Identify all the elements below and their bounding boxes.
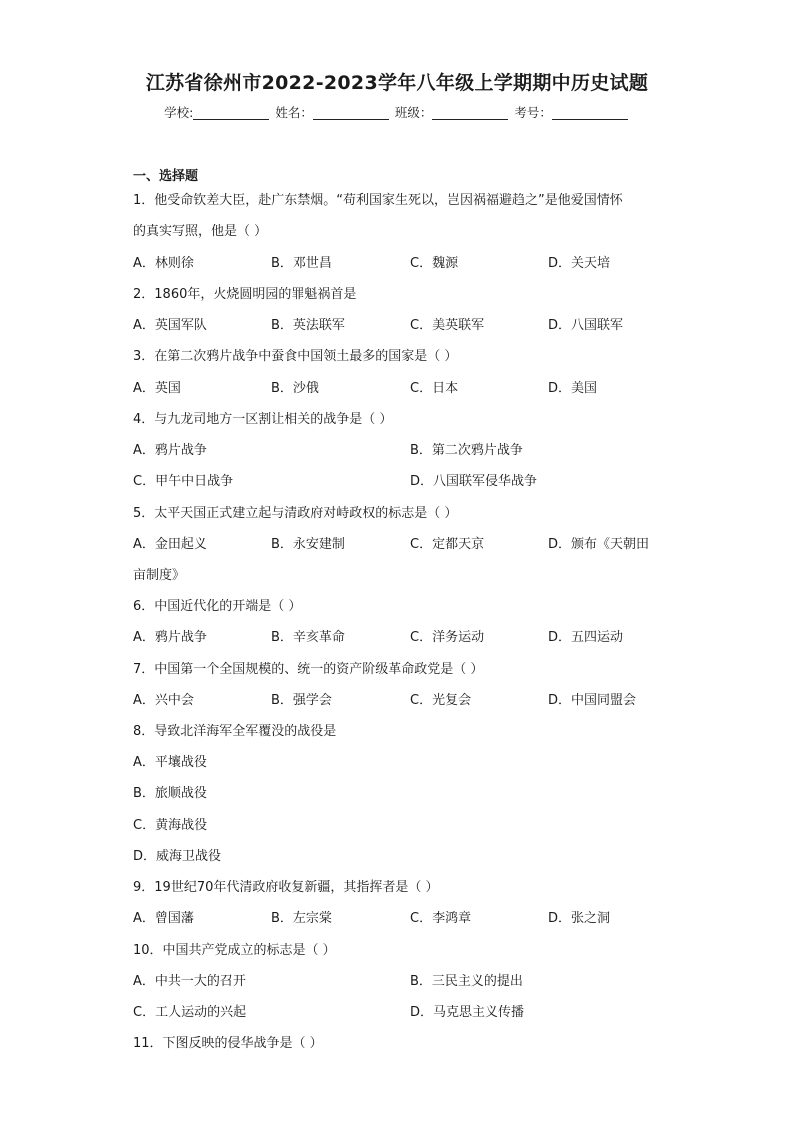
question-8-option-c: C．黄海战役 [133,818,208,833]
question-1-stem-line1: 1．他受命钦差大臣，赴广东禁烟。“苟利国家生死以，岂因祸福避趋之”是他爱国情怀 [133,193,623,208]
page-title: 江苏省徐州市2022-2023学年八年级上学期期中历史试题 [145,72,649,94]
number-blank[interactable] [552,106,628,120]
school-blank[interactable] [193,106,269,120]
question-3-stem: 3．在第二次鸦片战争中蚕食中国领土最多的国家是（ ） [133,349,458,364]
question-4-option-c: C．甲午中日战争 [133,474,234,489]
class-blank[interactable] [432,106,508,120]
question-5-option-b: B．永安建制 [271,537,345,552]
name-blank[interactable] [313,106,389,120]
school-label: 学校: [164,105,194,120]
question-2-option-d: D．八国联军 [548,318,624,333]
question-5-stem: 5．太平天国正式建立起与清政府对峙政权的标志是（ ） [133,506,458,521]
question-9-stem: 9．19世纪70年代清政府收复新疆，其指挥者是（ ） [133,880,439,895]
question-2-option-a: A．英国军队 [133,318,207,333]
question-6-option-b: B．辛亥革命 [271,630,345,645]
question-1-option-a: A．林则徐 [133,256,194,271]
student-info-line [0,103,794,121]
question-7-option-a: A．兴中会 [133,693,194,708]
question-8-option-a: A．平壤战役 [133,755,207,770]
question-3-option-c: C．日本 [410,381,459,396]
class-label: 班级： [394,105,433,120]
question-1-stem-line2: 的真实写照，他是（ ） [133,224,268,239]
question-3-option-d: D．美国 [548,381,598,396]
question-8-option-d: D．威海卫战役 [133,849,222,864]
question-9-option-b: B．左宗棠 [271,911,332,926]
question-4-stem: 4．与九龙司地方一区割让相关的战争是（ ） [133,412,393,427]
section-heading: 一、选择题 [133,169,199,184]
question-2-stem: 2．1860年，火烧圆明园的罪魁祸首是 [133,287,357,302]
question-2-option-c: C．美英联军 [410,318,485,333]
question-3-option-b: B．沙俄 [271,381,319,396]
question-6-option-c: C．洋务运动 [410,630,485,645]
name-label: 姓名： [275,105,313,120]
question-4-option-a: A．鸦片战争 [133,443,207,458]
question-3-option-a: A．英国 [133,381,181,396]
question-10-option-c: C．工人运动的兴起 [133,1005,247,1020]
question-9-option-d: D．张之洞 [548,911,611,926]
number-label: 考号： [514,105,552,120]
question-6-option-a: A．鸦片战争 [133,630,207,645]
question-10-option-b: B．三民主义的提出 [410,974,523,989]
question-1-option-d: D．关天培 [548,256,611,271]
question-7-stem: 7．中国第一个全国规模的、统一的资产阶级革命政党是（ ） [133,662,484,677]
question-6-option-d: D．五四运动 [548,630,624,645]
question-7-option-d: D．中国同盟会 [548,693,637,708]
question-4-option-b: B．第二次鸦片战争 [410,443,523,458]
question-10-stem: 10．中国共产党成立的标志是（ ） [133,943,336,958]
question-5-option-c: C．定都天京 [410,537,485,552]
question-10-option-a: A．中共一大的召开 [133,974,246,989]
question-7-option-b: B．强学会 [271,693,332,708]
question-5-option-a: A．金田起义 [133,537,207,552]
question-5-option-d: D．颁布《天朝田 [548,537,650,552]
question-11-stem: 11．下图反映的侵华战争是（ ） [133,1036,323,1051]
question-4-option-d: D．八国联军侵华战争 [410,474,538,489]
question-8-option-b: B．旅顺战役 [133,786,207,801]
question-1-option-c: C．魏源 [410,256,459,271]
question-5-option-d-continued: 亩制度》 [133,568,186,583]
question-6-stem: 6．中国近代化的开端是（ ） [133,599,302,614]
question-10-option-d: D．马克思主义传播 [410,1005,525,1020]
question-9-option-a: A．曾国藩 [133,911,194,926]
question-1-option-b: B．邓世昌 [271,256,332,271]
question-8-stem: 8．导致北洋海军全军覆没的战役是 [133,724,337,739]
question-2-option-b: B．英法联军 [271,318,345,333]
question-7-option-c: C．光复会 [410,693,472,708]
question-9-option-c: C．李鸿章 [410,911,472,926]
